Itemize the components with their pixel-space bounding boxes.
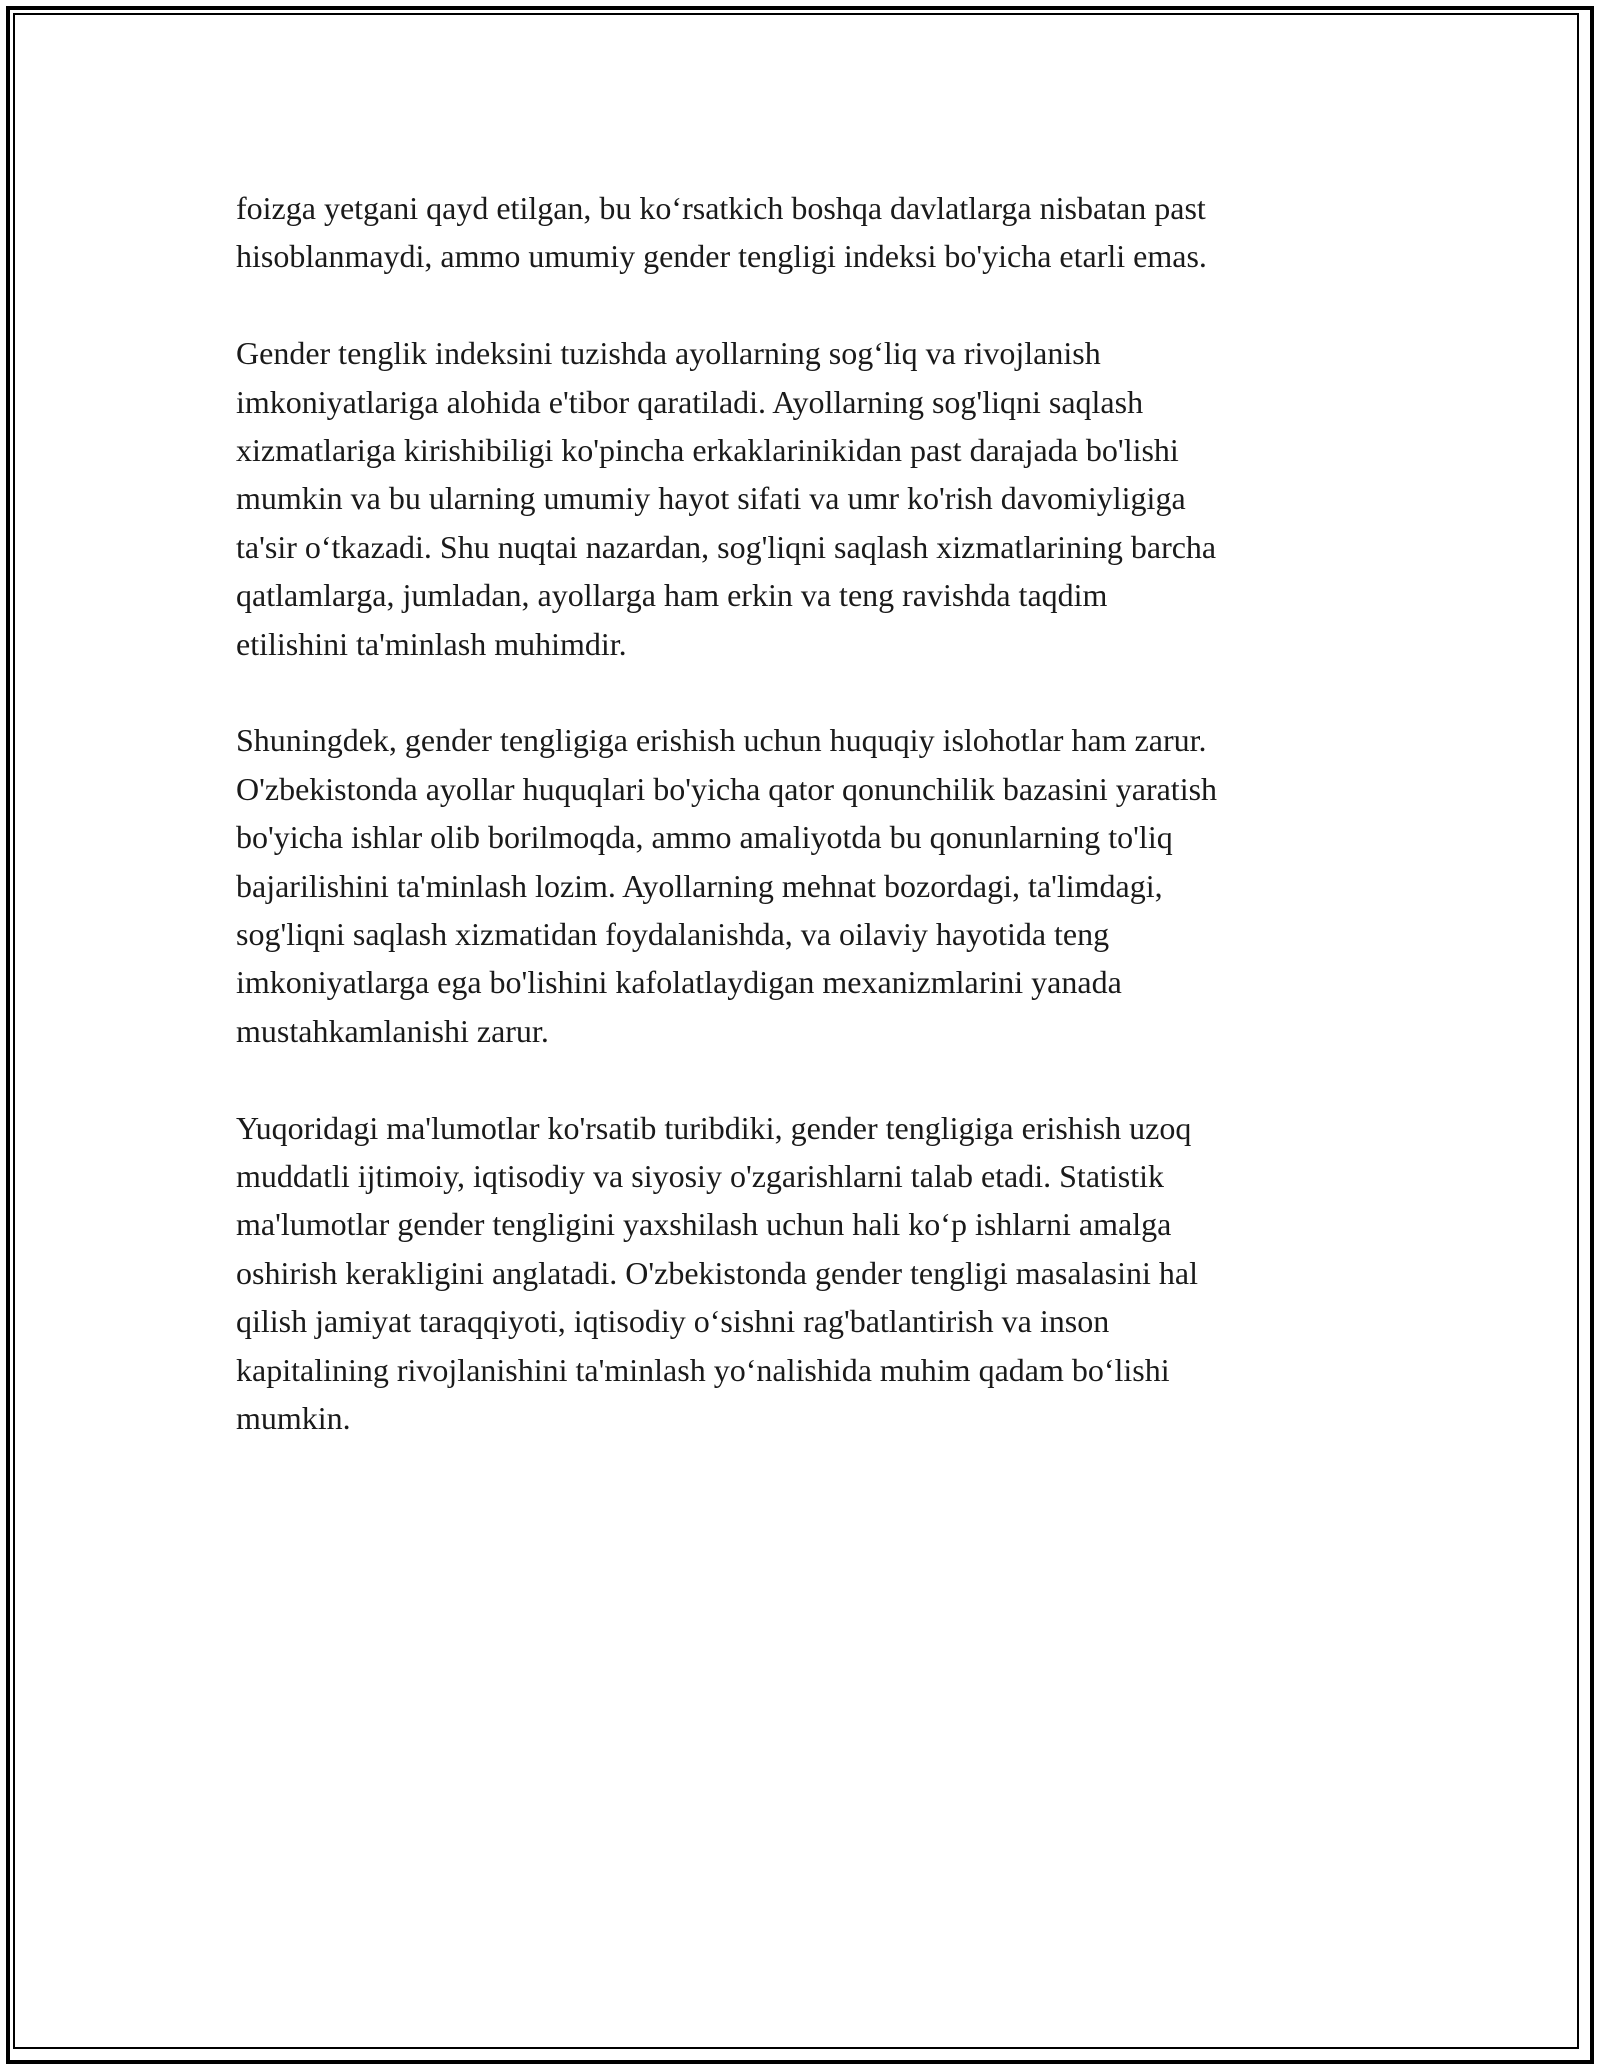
text-line: bo'yicha ishlar olib borilmoqda, ammo amaliyotda bu qonunlarning to'liq <box>236 819 1173 856</box>
text-line: oshirish kerakligini anglatadi. O'zbekistonda gender tengligi masalasini hal <box>236 1254 1198 1291</box>
text-line: xizmatlariga kirishibiligi ko'pincha erkaklarinikidan past darajada bo'lishi <box>236 432 1179 469</box>
text-line: mumkin va bu ularning umumiy hayot sifati va umr ko'rish davomiyligiga <box>236 480 1186 517</box>
text-line: imkoniyatlarga ega bo'lishini kafolatlaydigan mexanizmlarini yanada <box>236 964 1122 1001</box>
text-line: kapitalining rivojlanishini ta'minlash yo‘nalishida muhim qadam bo‘lishi <box>236 1351 1170 1388</box>
text-line: bajarilishini ta'minlash lozim. Ayollarning mehnat bozordagi, ta'limdagi, <box>236 867 1163 904</box>
text-line: imkoniyatlariga alohida e'tibor qaratiladi. Ayollarning sog'liqni saqlash <box>236 383 1144 420</box>
text-line: O'zbekistonda ayollar huquqlari bo'yicha qator qonunchilik bazasini yaratish <box>236 770 1218 807</box>
text-line: hisoblanmaydi, ammo umumiy gender tengligi indeksi bo'yicha etarli emas. <box>236 238 1207 275</box>
paragraph-2 <box>236 329 1366 668</box>
text-line: mumkin. <box>236 1400 351 1437</box>
paragraph-3 <box>236 716 1366 1055</box>
text-line: muddatli ijtimoiy, iqtisodiy va siyosiy o'zgarishlarni talab etadi. Statistik <box>236 1158 1165 1195</box>
paragraph-4 <box>236 1104 1366 1443</box>
text-line: Gender tenglik indeksini tuzishda ayollarning sog‘liq va rivojlanish <box>236 335 1101 372</box>
paragraph-1 <box>236 184 1366 281</box>
text-line: qatlamlarga, jumladan, ayollarga ham erkin va teng ravishda taqdim <box>236 577 1108 614</box>
text-line: Yuqoridagi ma'lumotlar ko'rsatib turibdiki, gender tengligiga erishish uzoq <box>236 1109 1192 1146</box>
document-body <box>236 184 1366 1491</box>
text-line: foizga yetgani qayd etilgan, bu ko‘rsatkich boshqa davlatlarga nisbatan past <box>236 190 1206 226</box>
text-line: sog'liqni saqlash xizmatidan foydalanishda, va oilaviy hayotida teng <box>236 916 1110 953</box>
text-line: etilishini ta'minlash muhimdir. <box>236 625 627 662</box>
text-line: mustahkamlanishi zarur. <box>236 1012 549 1049</box>
text-line: ta'sir o‘tkazadi. Shu nuqtai nazardan, sog'liqni saqlash xizmatlarining barcha <box>236 528 1217 565</box>
text-line: Shuningdek, gender tengligiga erishish uchun huquqiy islohotlar ham zarur. <box>236 722 1207 759</box>
text-line: ma'lumotlar gender tengligini yaxshilash uchun hali ko‘p ishlarni amalga <box>236 1206 1172 1243</box>
text-line: qilish jamiyat taraqqiyoti, iqtisodiy o‘sishni rag'batlantirish va inson <box>236 1303 1110 1340</box>
